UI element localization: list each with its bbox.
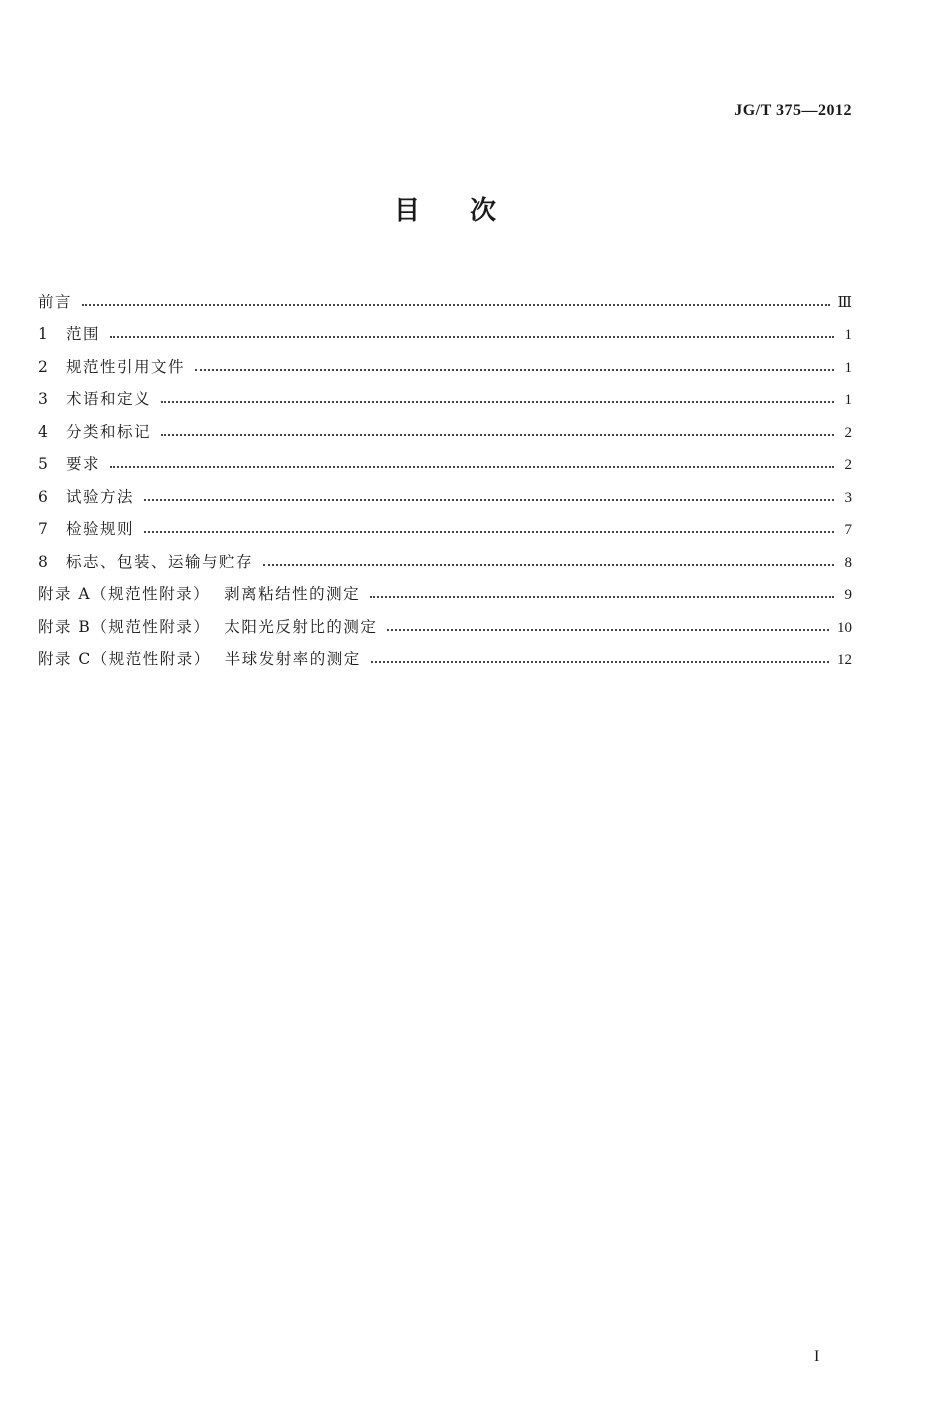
toc-entry-label bbox=[38, 517, 134, 539]
toc-page-number: 7 bbox=[844, 522, 852, 538]
toc-entry-text: 分类和标记 bbox=[66, 422, 152, 441]
toc-entry-label bbox=[38, 420, 151, 442]
toc-entry-6[interactable] bbox=[38, 474, 852, 507]
toc-entry-annex-a[interactable] bbox=[38, 572, 852, 605]
dot-leader bbox=[195, 369, 834, 371]
toc-entry-foreword[interactable] bbox=[38, 279, 852, 312]
toc-entry-text: 术语和定义 bbox=[66, 390, 152, 408]
toc-entry-label bbox=[38, 355, 185, 377]
toc-page-number: 10 bbox=[837, 619, 852, 636]
dot-leader bbox=[161, 434, 834, 436]
page-title: 目次 bbox=[393, 196, 546, 226]
toc-section-number: 3 bbox=[38, 390, 48, 408]
toc-entry-label bbox=[38, 387, 151, 409]
toc-entry-4[interactable] bbox=[38, 409, 852, 442]
toc-annex-label: 附录 C（规范性附录） bbox=[38, 650, 211, 668]
toc-section-number: 2 bbox=[38, 357, 48, 376]
dot-leader bbox=[263, 564, 834, 566]
dot-leader bbox=[82, 304, 830, 306]
toc-entry-annex-b[interactable] bbox=[38, 604, 852, 637]
toc-entry-text: 试验方法 bbox=[66, 487, 135, 506]
toc-page-number: 8 bbox=[844, 554, 852, 571]
dot-leader bbox=[110, 336, 834, 338]
toc-entry-text: 规范性引用文件 bbox=[66, 357, 186, 376]
toc-entry-label bbox=[38, 452, 100, 474]
toc-section-number: 1 bbox=[38, 325, 48, 343]
toc-page-number: 1 bbox=[844, 359, 852, 376]
toc-entry-text: 标志、包装、运输与贮存 bbox=[66, 552, 254, 571]
toc-entry-text: 剥离粘结性的测定 bbox=[224, 585, 361, 603]
toc-entry-label bbox=[38, 615, 377, 637]
toc-section-number: 7 bbox=[38, 520, 48, 538]
toc-entry-text: 半球发射率的测定 bbox=[224, 650, 361, 668]
toc-entry-text: 要求 bbox=[66, 455, 101, 473]
dot-leader bbox=[144, 499, 834, 501]
toc-section-number: 8 bbox=[38, 552, 48, 571]
dot-leader bbox=[371, 661, 829, 663]
toc-section-number: 5 bbox=[38, 455, 48, 473]
toc-entry-text: 前言 bbox=[38, 292, 73, 311]
toc-entry-5[interactable] bbox=[38, 442, 852, 475]
toc-entry-2[interactable] bbox=[38, 344, 852, 377]
toc-entry-label bbox=[38, 582, 360, 604]
standard-code: JG/T 375—2012 bbox=[734, 102, 852, 119]
toc-annex-label: 附录 B（规范性附录） bbox=[38, 617, 211, 636]
toc-entry-text: 太阳光反射比的测定 bbox=[224, 617, 378, 636]
toc-page-number: 9 bbox=[844, 587, 852, 603]
toc-entry-text: 范围 bbox=[66, 325, 101, 343]
toc-entry-text: 检验规则 bbox=[66, 520, 135, 538]
dot-leader bbox=[370, 596, 834, 598]
dot-leader bbox=[387, 629, 829, 631]
toc-entry-7[interactable] bbox=[38, 507, 852, 540]
toc-page-number: Ⅲ bbox=[837, 294, 852, 311]
table-of-contents bbox=[38, 279, 852, 669]
toc-section-number: 6 bbox=[38, 487, 48, 506]
toc-section-number: 4 bbox=[38, 422, 48, 441]
toc-page-number: 2 bbox=[844, 424, 852, 441]
toc-annex-label: 附录 A（规范性附录） bbox=[38, 585, 211, 603]
toc-entry-annex-c[interactable] bbox=[38, 637, 852, 670]
toc-entry-8[interactable] bbox=[38, 539, 852, 572]
toc-page-number: 2 bbox=[844, 457, 852, 473]
toc-entry-1[interactable] bbox=[38, 312, 852, 345]
toc-page-number: 1 bbox=[844, 392, 852, 408]
toc-entry-label bbox=[38, 647, 361, 669]
dot-leader bbox=[161, 401, 834, 403]
page-number: I bbox=[814, 1348, 820, 1365]
toc-page-number: 12 bbox=[837, 652, 852, 668]
dot-leader bbox=[144, 531, 834, 533]
toc-entry-3[interactable] bbox=[38, 377, 852, 410]
toc-page-number: 3 bbox=[844, 489, 852, 506]
toc-entry-label bbox=[38, 322, 100, 344]
dot-leader bbox=[110, 466, 834, 468]
toc-entry-label bbox=[38, 485, 134, 507]
toc-entry-label bbox=[38, 550, 253, 572]
toc-page-number: 1 bbox=[844, 327, 852, 343]
